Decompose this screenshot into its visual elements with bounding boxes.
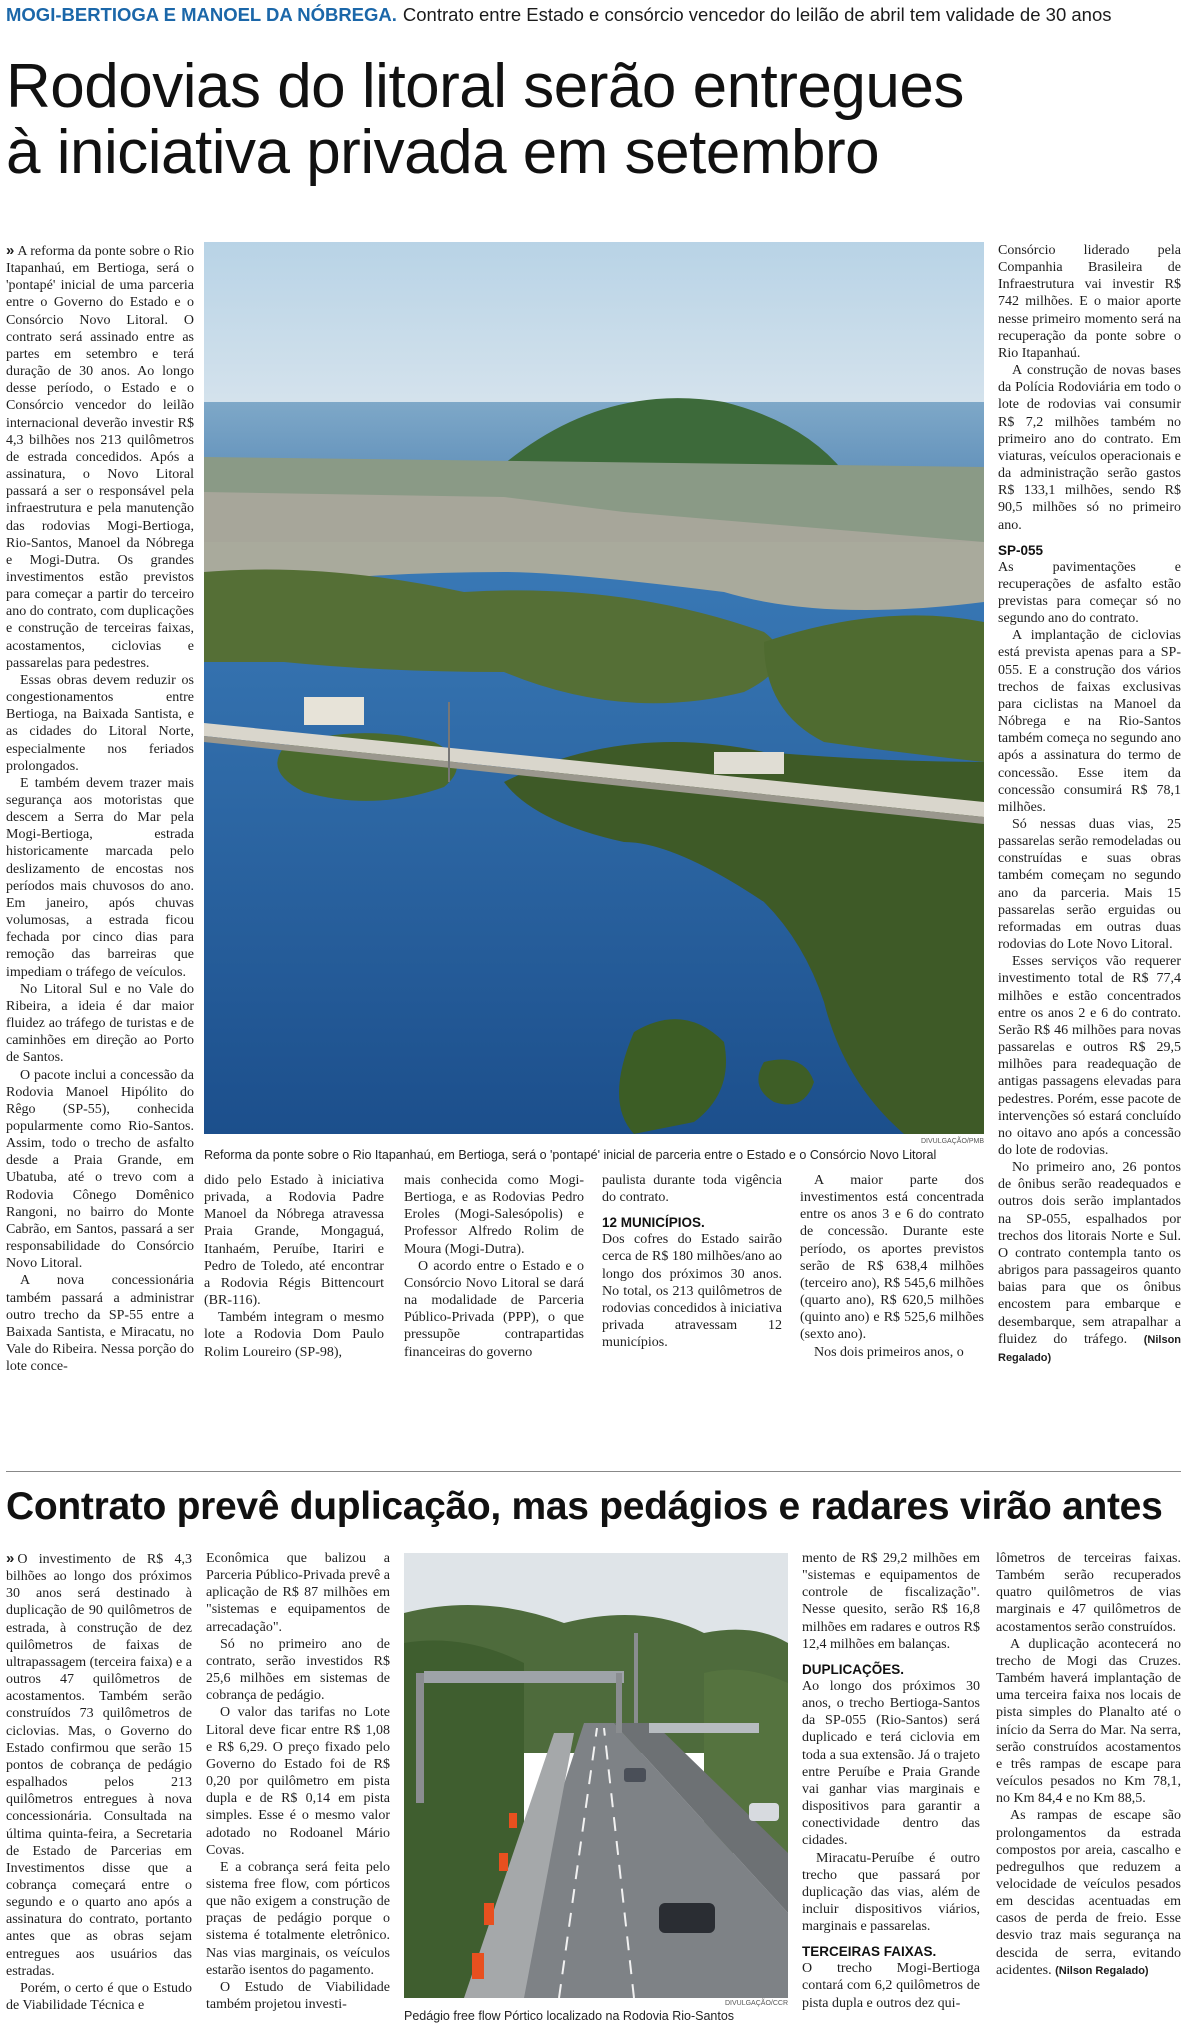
aerial-river-photo [204, 242, 984, 1134]
subheading: 12 MUNICÍPIOS. [602, 1215, 705, 1231]
story-column-5 [800, 1172, 984, 1462]
second-column-2 [206, 1550, 390, 2031]
paragraph: E também devem trazer mais segurança aos motoristas que descem a Serra do Mar pela Mogi-Bertioga, estrada historicamente marcada pelo deslizamento de encostas nos períodos mais chuvosos do ano. Em janeiro, após chuvas volumosas, a estrada ficou fechada por cinco dias para remoção das barreiras que impediam o tráfego de veículos. [6, 775, 194, 980]
subheading: SP-055 [998, 542, 1044, 558]
paragraph: dido pelo Estado à iniciativa privada, a Rodovia Padre Manoel da Nóbrega atravessa Praia Grande, Mongaguá, Itanhaém, Peruíbe, Itariri e Pedro de Toledo, até encontrar a Rodovia Régis Bittencourt (BR-116). [204, 1173, 384, 1309]
paragraph: » O investimento de R$ 4,3 bilhões ao longo dos próximos 30 anos será destinado à duplicação de 90 quilômetros de estrada, à construção de dez quilômetros de faixas de ultrapassagem (terceira faixa) e a outros 47 quilômetros de acostamentos. Também serão construídos 73 quilômetros de ciclovias. Mas, o Governo do Estado confirmou que serão 15 pontos de cobrança de pedágio espalhados pelos 213 quilômetros entregues à nova concessionária. Consultada na última quinta-feira, a Secretaria de Estado de Parcerias em Investimentos disse que a cobrança começará entre o segundo e o quarto ano após a assinatura do contrato, portanto antes que as obras sejam entregues aos usuários das estradas. [6, 1550, 192, 1979]
subheading: TERCEIRAS FAIXAS. [802, 1944, 937, 1960]
paragraph: paulista durante toda vigência do contrato. [602, 1173, 782, 1206]
paragraph: » A reforma da ponte sobre o Rio Itapanhaú, em Bertioga, será o 'pontapé' inicial de uma parceria entre o Governo do Estado e o Consórcio Novo Litoral. O contrato será assinado entre as partes em setembro e terá duração de 30 anos. Ao longo desse período, o Estado e o Consórcio vencedor do leilão internacional deverão investir R$ 4,3 bilhões nos 213 quilômetros de estrada concedidos. Após a assinatura, o Novo Litoral passará a ser o responsável pela infraestrutura e pela manutenção das rodovias Mogi-Bertioga, Rio-Santos, Manoel da Nóbrega e Mogi-Dutra. Os grandes investimentos estão previstos para começar a partir do terceiro ano do contrato, com duplicações e construção de terceiras faixas, acostamentos, ciclovias e passarelas para pedestres. [6, 242, 194, 671]
second-column-4 [996, 1550, 1181, 2031]
paragraph: mais conhecida como Mogi-Bertioga, e as Rodovias Pedro Eroles (Mogi-Salesópolis) e Professor Alfredo Rolim de Moura (Mogi-Dutra). [404, 1173, 584, 1257]
second-column-3 [802, 1550, 980, 2031]
paragraph: Nos dois primeiros anos, o [814, 1344, 964, 1360]
headline-line-2: à iniciativa privada em setembro [6, 118, 880, 187]
paragraph: A maior parte dos investimentos está concentrada entre os anos 3 e 6 do contrato de concessão. Durante este período, os aportes previstos serão de R$ 638,4 milhões (terceiro ano), R$ 545,6 milhões (quarto ano), R$ 620,5 milhões (quinto ano) e R$ 525,6 milhões (sexto ano). [800, 1173, 984, 1343]
paragraph: No Litoral Sul e no Vale do Ribeira, a ideia é dar maior fluidez ao tráfego de turistas e de caminhões em direção ao Porto de Santos. [6, 981, 194, 1066]
kicker-text: Contrato entre Estado e consórcio vencedor do leilão de abril tem validade de 30 anos [402, 4, 1112, 25]
toll-photo [404, 1553, 788, 1998]
byline: (Nilson Regalado) [998, 1333, 1181, 1364]
paragraph: Miracatu-Peruíbe é outro trecho que passará por duplicação das vias, além de incluir dispositivos viários, marginais e passarelas. [802, 1850, 980, 1935]
paragraph: Só nessas duas vias, 25 passarelas serão remodeladas ou construídas e suas obras também começam no segundo ano da parceria. Mais 15 passarelas serão erguidas ou reformadas em outras duas rodovias do Lote Novo Litoral. [998, 817, 1181, 953]
headline-line-1: Rodovias do litoral serão entregues [6, 52, 964, 121]
main-photo [204, 242, 984, 1134]
paragraph: A implantação de ciclovias está prevista apenas para a SP-055. E a construção dos vários trechos de faixas exclusivas para ciclistas na Manoel da Nóbrega e na Rio-Santos também começa no segundo ano após a assinatura do termo de concessão. Esse item da concessão consumirá R$ 78,1 milhões. [998, 628, 1181, 815]
paragraph: E a cobrança será feita pelo sistema free flow, com pórticos que não exigem a construção de praças de pedágio porque o sistema é totalmente eletrônico. Nas vias marginais, os veículos estarão isentos do pagamento. [206, 1859, 390, 1978]
paragraph: mento de R$ 29,2 milhões em "sistemas e equipamentos de controle de fiscalização". Nesse quesito, serão R$ 16,8 milhões em radares e outros R$ 12,4 milhões em balanças. [802, 1551, 980, 1652]
paragraph: A duplicação acontecerá no trecho de Mogi das Cruzes. Também haverá implantação de uma terceira faixa nos locais de pista simples do Planalto até o início da Serra do Mar. Na serra, serão construídos acostamentos e três rampas de escape para veículos pesados no Km 78,1, no Km 84,4 e no Km 88,5. [996, 1636, 1181, 1807]
chevron-right-icon: » [6, 1550, 15, 1567]
byline: (Nilson Regalado) [1055, 1964, 1149, 1977]
chevron-right-icon: » [6, 242, 15, 259]
paragraph: A construção de novas bases da Polícia Rodoviária em todo o lote de rodovias vai consumir R$ 7,2 milhões também no primeiro ano do contrato. Em viaturas, veículos operacionais e da administração serão gastos R$ 133,1 milhões, sendo R$ 90,5 milhões só no primeiro ano. [998, 363, 1181, 533]
second-column-1 [6, 1550, 192, 2031]
paragraph: Esses serviços vão requerer investimento total de R$ 77,4 milhões e estão concentrados entre os anos 2 e 6 do contrato. Serão R$ 46 milhões para novas passarelas e outros R$ 29,5 milhões para readequação de antigas passagens elevadas para pedestres. Porém, esse pacote de intervenções só estará concluído no oitavo ano após a concessão do lote de rodovias. [998, 954, 1181, 1158]
paragraph: lômetros de terceiras faixas. Também serão recuperados quatro quilômetros de vias marginais e 47 quilômetros de acostamentos serão construídos. [996, 1551, 1181, 1635]
paragraph: Porém, o certo é que o Estudo de Viabilidade Técnica e [6, 1980, 192, 2014]
paragraph: Também integram o mesmo lote a Rodovia Dom Paulo Rolim Loureiro (SP-98), [204, 1310, 384, 1360]
paragraph: O valor das tarifas no Lote Litoral deve ficar entre R$ 1,08 e R$ 6,29. O preço fixado pelo Governo do Estado foi de R$ 0,20 por quilômetro em pista dupla e de R$ 0,14 em pista simples. Esse é o mesmo valor adotado no Rodoanel Mário Covas. [206, 1705, 390, 1858]
paragraph: Dos cofres do Estado sairão cerca de R$ 180 milhões/ano ao longo dos próximos 30 anos. No total, os 213 quilômetros de rodovias concedidos à iniciativa privada atravessam 12 municípios. [602, 1232, 782, 1351]
subheading: DUPLICAÇÕES. [802, 1661, 905, 1677]
headline [6, 54, 1181, 186]
story-column-4 [602, 1172, 782, 1462]
story-column-3 [404, 1172, 584, 1462]
paragraph: Ao longo dos próximos 30 anos, o trecho Bertioga-Santos da SP-055 (Rio-Santos) será duplicado e terá ciclovia em toda a sua extensão. Já o trajeto entre Peruíbe e Praia Grande vai ganhar vias marginais e dispositivos para garantir a conectividade dentro das cidades. [802, 1678, 980, 1849]
paragraph: Só no primeiro ano de contrato, serão investidos R$ 25,6 milhões em sistemas de cobrança de pedágio. [206, 1636, 390, 1704]
paragraph: No primeiro ano, 26 pontos de ônibus serão readequados e outros dois serão implantados na SP-055, espalhados por trechos dos litorais Norte e Sul. O contrato contempla tanto os abrigos para passageiros quanto baias para que os ônibus encostem para embarque e desembarque, sem atrapalhar a fluidez do tráfego. (Nilson Regalado) [998, 1160, 1181, 1364]
paragraph: A nova concessionária também passará a administrar outro trecho da SP-55 entre a Baixada Santista, e Miracatu, no Vale do Ribeira. Nessa porção do lote conce- [6, 1273, 194, 1375]
story-column-1 [6, 242, 194, 1462]
second-headline: Contrato prevê duplicação, mas pedágios e radares virão antes [6, 1485, 1163, 1528]
story-column-2 [204, 1172, 384, 1462]
photo-credit: DIVULGAÇÃO/PMB [920, 1138, 984, 1145]
section-divider [6, 1471, 1181, 1472]
photo-credit-2: DIVULGAÇÃO/CCR [724, 2000, 788, 2007]
kicker-place: MOGI-BERTIOGA E MANOEL DA NÓBREGA. [6, 4, 397, 25]
paragraph: As pavimentações e recuperações de asfalto estão previstas para começar só no segundo ano do contrato. [998, 559, 1181, 627]
photo-caption: Reforma da ponte sobre o Rio Itapanhaú, em Bertioga, será o 'pontapé' inicial de parceria entre o Estado e o Consórcio Novo Litoral [204, 1148, 937, 1162]
paragraph: As rampas de escape são prolongamentos da estrada compostos por areia, cascalho e pedregulhos que reduzem a velocidade de veículos pesados em descidas acentuadas em casos de perda de freio. Esse desvio traz mais segurança na descida de serra, evitando acidentes. (Nilson Regalado) [996, 1808, 1181, 1978]
paragraph: Econômica que balizou a Parceria Público-Privada prevê a aplicação de R$ 87 milhões em "sistemas e equipamentos de arrecadação". [206, 1551, 390, 1635]
kicker [6, 4, 1181, 26]
photo-caption-2: Pedágio free flow Pórtico localizado na Rodovia Rio-Santos [404, 2009, 735, 2023]
paragraph: O Estudo de Viabilidade também projetou investi- [206, 1979, 390, 2013]
highway-toll-gantry-photo [404, 1553, 788, 1998]
paragraph: Consórcio liderado pela Companhia Brasileira de Infraestrutura vai investir R$ 742 milhões. E o maior aporte nesse primeiro momento será na recuperação da ponte sobre o Rio Itapanhaú. [998, 243, 1181, 361]
paragraph: O acordo entre o Estado e o Consórcio Novo Litoral se dará na modalidade de Parceria Público-Privada (PPP), o que pressupõe contrapartidas financeiras do governo [404, 1258, 584, 1360]
story-column-6 [998, 242, 1181, 1462]
paragraph: O pacote inclui a concessão da Rodovia Manoel Hipólito do Rêgo (SP-55), conhecida popularmente como Rio-Santos. Assim, todo o trecho de asfalto desde a Praia Grande, em Ubatuba, até o trevo com a Rodovia Cônego Domênico Rangoni, no bairro do Monte Cabrão, em Santos, passará a ser responsabilidade do Consórcio Novo Litoral. [6, 1067, 194, 1272]
paragraph: O trecho Mogi-Bertioga contará com 6,2 quilômetros de pista dupla e outros dez qui- [802, 1961, 980, 2011]
paragraph: Essas obras devem reduzir os congestionamentos entre Bertioga, na Baixada Santista, e as cidades do Litoral Norte, especialmente nos feriados prolongados. [6, 672, 194, 774]
